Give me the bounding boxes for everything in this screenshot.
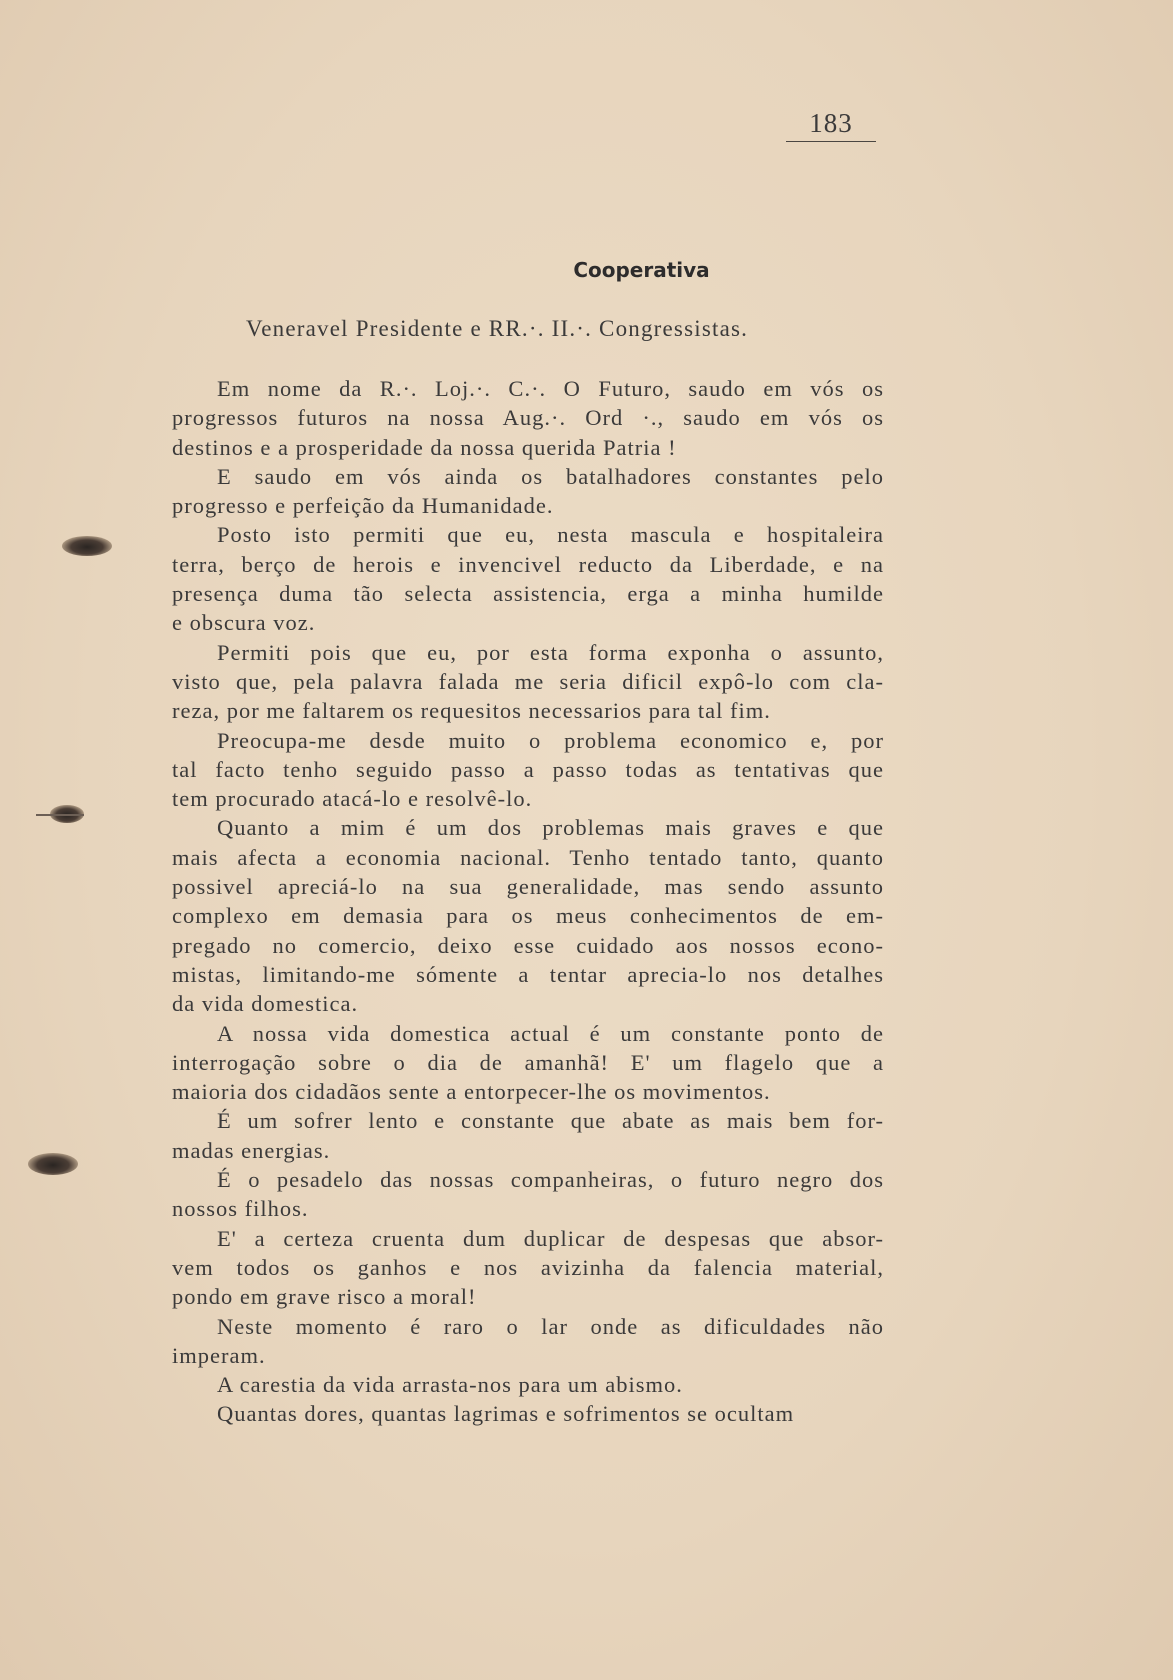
paragraph xyxy=(172,462,884,521)
binding-mark xyxy=(36,814,84,816)
text-line: reza, por me faltarem os requesitos necessarios para tal fim. xyxy=(172,698,771,724)
text-line: madas energias. xyxy=(172,1137,331,1163)
paragraph xyxy=(172,1106,884,1165)
paragraph xyxy=(172,1312,884,1371)
text-line: A carestia da vida arrasta-nos para um abismo. xyxy=(217,1372,683,1398)
text-line: tem procurado atacá-lo e resolvê-lo. xyxy=(172,786,533,812)
text-line: pregado no comercio, deixo esse cuidado aos nossos econo- xyxy=(172,932,884,958)
salutation: Veneravel Presidente e RR.·. II.·. Congressistas. xyxy=(246,316,749,341)
paragraph xyxy=(172,1399,884,1428)
text-line: da vida domestica. xyxy=(172,991,359,1017)
text-line: complexo em demasia para os meus conhecimentos de em- xyxy=(172,903,884,929)
text-line: Posto isto permiti que eu, nesta mascula e hospitaleira xyxy=(217,522,884,548)
text-line: destinos e a prosperidade da nossa querida Patria ! xyxy=(172,434,677,460)
paragraph xyxy=(172,1019,884,1107)
text-line: progresso e perfeição da Humanidade. xyxy=(172,493,554,519)
paragraph xyxy=(172,813,884,1018)
text-line: nossos filhos. xyxy=(172,1196,309,1222)
text-line: e obscura voz. xyxy=(172,610,316,636)
text-line: Preocupa-me desde muito o problema economico e, por xyxy=(217,727,884,753)
text-line: interrogação sobre o dia de amanhã! E' um flagelo que a xyxy=(172,1049,884,1075)
page-number: 183 xyxy=(786,108,876,142)
text-line: Permiti pois que eu, por esta forma exponha o assunto, xyxy=(217,639,884,665)
text-line: É um sofrer lento e constante que abate as mais bem for- xyxy=(217,1108,884,1134)
paragraph xyxy=(172,520,884,637)
paragraph xyxy=(172,1224,884,1312)
text-line: Neste momento é raro o lar onde as dificuldades não xyxy=(217,1313,884,1339)
text-line: possivel apreciá-lo na sua generalidade, mas sendo assunto xyxy=(172,874,884,900)
article-title: Cooperativa xyxy=(573,258,710,282)
paragraph xyxy=(172,1165,884,1224)
text-line: pondo em grave risco a moral! xyxy=(172,1284,477,1310)
text-line: tal facto tenho seguido passo a passo todas as tentativas que xyxy=(172,756,884,782)
paragraph xyxy=(172,638,884,726)
text-line: vem todos os ganhos e nos avizinha da falencia material, xyxy=(172,1254,884,1280)
text-line: mistas, limitando-me sómente a tentar aprecia-lo nos detalhes xyxy=(172,961,884,987)
paragraph xyxy=(172,726,884,814)
text-line: E' a certeza cruenta dum duplicar de despesas que absor- xyxy=(217,1225,884,1251)
text-line: E saudo em vós ainda os batalhadores constantes pelo xyxy=(217,463,884,489)
body-text xyxy=(172,374,884,1429)
text-line: terra, berço de herois e invencivel reducto da Liberdade, e na xyxy=(172,551,884,577)
text-line: presença duma tão selecta assistencia, erga a minha humilde xyxy=(172,581,884,607)
text-line: imperam. xyxy=(172,1342,266,1368)
paragraph xyxy=(172,374,884,462)
text-line: Quanto a mim é um dos problemas mais graves e que xyxy=(217,815,884,841)
text-line: maioria dos cidadãos sente a entorpecer-lhe os movimentos. xyxy=(172,1079,771,1105)
binding-hole-top xyxy=(62,536,112,556)
paragraph xyxy=(172,1370,884,1399)
binding-hole-bottom xyxy=(28,1153,78,1175)
text-line: progressos futuros na nossa Aug.·. Ord ·., saudo em vós os xyxy=(172,405,884,431)
text-line: Em nome da R.·. Loj.·. C.·. O Futuro, saudo em vós os xyxy=(217,376,884,401)
text-line: Quantas dores, quantas lagrimas e sofrimentos se ocultam xyxy=(217,1401,795,1427)
text-line: É o pesadelo das nossas companheiras, o futuro negro dos xyxy=(217,1167,884,1193)
text-line: A nossa vida domestica actual é um constante ponto de xyxy=(217,1020,884,1046)
text-line: visto que, pela palavra falada me seria dificil expô-lo com cla- xyxy=(172,668,884,694)
text-line: mais afecta a economia nacional. Tenho tentado tanto, quanto xyxy=(172,844,884,870)
